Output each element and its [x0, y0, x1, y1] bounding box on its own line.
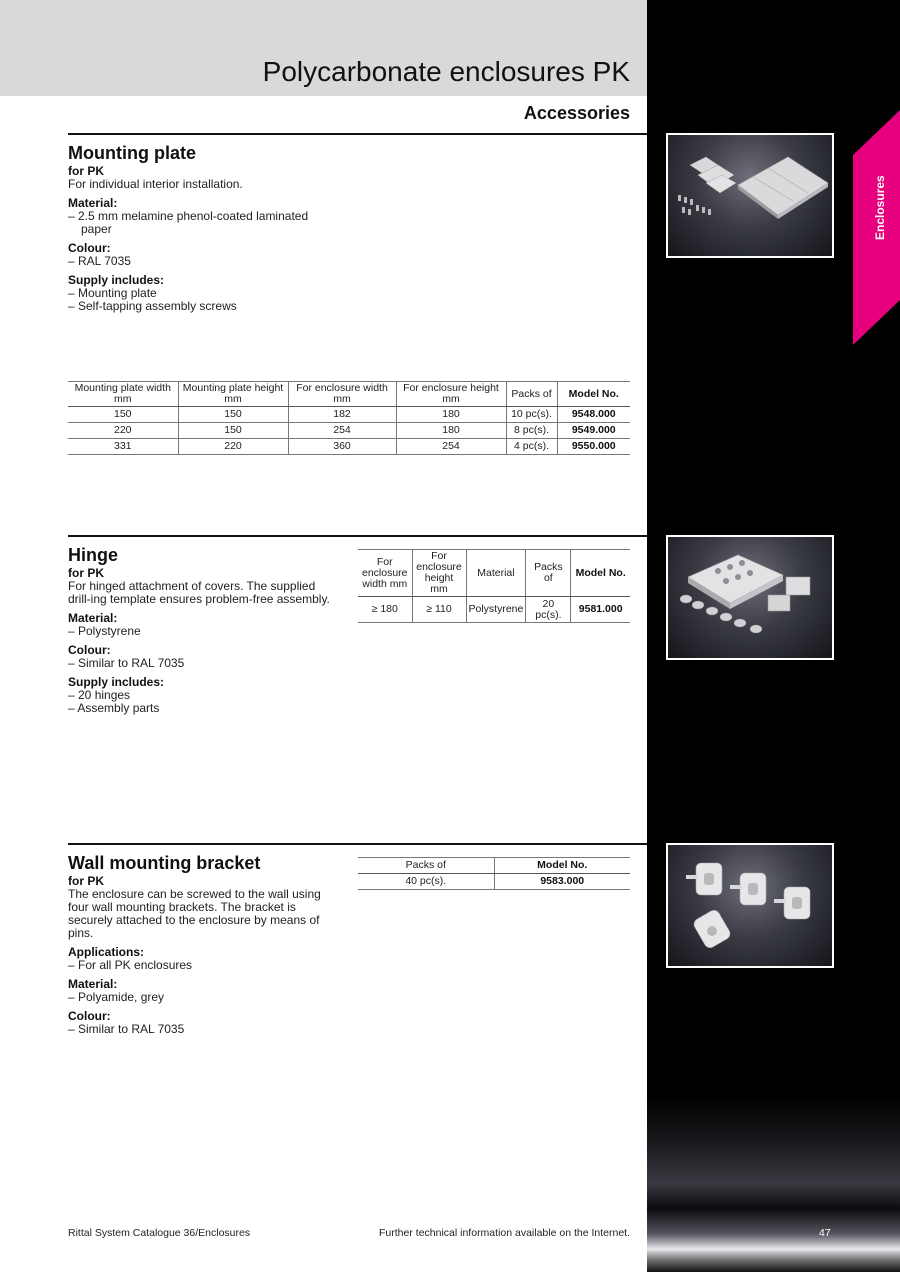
table-cell: 220: [178, 439, 288, 455]
wall-bracket-illustration: [668, 845, 832, 966]
hinge-illustration: [668, 537, 832, 658]
table-cell: ≥ 180: [358, 597, 412, 623]
colour-item: – Similar to RAL 7035: [68, 656, 185, 670]
table-cell: 150: [68, 407, 178, 423]
table-header: For enclosure height mm: [412, 550, 466, 597]
table-cell: 254: [288, 423, 396, 439]
model-number: 9548.000: [557, 407, 630, 423]
material-item: – Polystyrene: [68, 624, 141, 638]
wall-bracket-description-block: [68, 875, 343, 1036]
model-number: 9583.000: [494, 874, 630, 890]
material-item: – 2.5 mm melamine phenol-coated laminated paper: [68, 209, 309, 236]
table-header: Packs of: [506, 382, 557, 407]
table-cell: 220: [68, 423, 178, 439]
description: The enclosure can be screwed to the wall using four wall mounting brackets. The bracket is securely attached to the enclosure by means of pins.: [68, 887, 321, 940]
table-cell: Polystyrene: [466, 597, 526, 623]
page-number: 47: [819, 1227, 831, 1239]
table-header: Mounting plate width mm: [68, 382, 178, 407]
side-tab-label[interactable]: Enclosures: [873, 175, 887, 240]
colour-item: – Similar to RAL 7035: [68, 1022, 185, 1036]
table-header: Packs of: [358, 858, 494, 874]
material-label: Material:: [68, 611, 118, 625]
hinge-table: [358, 549, 630, 623]
table-row: [68, 407, 630, 423]
description: For hinged attachment of covers. The supplied drill-ing template ensures problem-free assembly.: [68, 579, 330, 606]
page-title: Polycarbonate enclosures PK: [262, 56, 630, 87]
mounting-plate-table: [68, 381, 630, 455]
wall-bracket-photo: [666, 843, 834, 968]
mounting-plate-illustration: [668, 135, 832, 256]
table-header: Model No.: [494, 858, 630, 874]
table-cell: 180: [396, 423, 506, 439]
page-subtitle: Accessories: [523, 103, 630, 123]
colour-item: – RAL 7035: [68, 254, 131, 268]
table-cell: 150: [178, 407, 288, 423]
table-row: [358, 874, 630, 890]
table-cell: 254: [396, 439, 506, 455]
supply-label: Supply includes:: [68, 273, 165, 287]
table-row: [358, 597, 630, 623]
table-header: Model No.: [571, 550, 630, 597]
table-header: For enclosure width mm: [358, 550, 412, 597]
hinge-photo: [666, 535, 834, 660]
material-item: – Polyamide, grey: [68, 990, 165, 1004]
table-cell: 182: [288, 407, 396, 423]
section-title-hinge: Hinge: [68, 545, 119, 565]
table-row: [68, 423, 630, 439]
section-title-wall-bracket: Wall mounting bracket: [68, 853, 261, 873]
colour-label: Colour:: [68, 1009, 111, 1023]
table-cell: 150: [178, 423, 288, 439]
section-divider: [68, 535, 647, 537]
table-header: For enclosure width mm: [288, 382, 396, 407]
applications-item: – For all PK enclosures: [68, 958, 193, 972]
table-row: [68, 439, 630, 455]
table-cell: 40 pc(s).: [358, 874, 494, 890]
for-label: for PK: [68, 566, 104, 580]
supply-item: – Assembly parts: [68, 701, 160, 715]
table-cell: 10 pc(s).: [506, 407, 557, 423]
wall-bracket-table: [358, 857, 630, 890]
supply-item: – Mounting plate: [68, 286, 157, 300]
material-label: Material:: [68, 196, 118, 210]
section-divider: [68, 843, 647, 845]
mounting-plate-description-block: [68, 165, 338, 313]
for-label: for PK: [68, 874, 104, 888]
table-cell: 331: [68, 439, 178, 455]
table-header: Packs of: [526, 550, 571, 597]
supply-item: – Self-tapping assembly screws: [68, 299, 237, 313]
section-title-mounting-plate: Mounting plate: [68, 143, 196, 163]
footer-catalogue: Rittal System Catalogue 36/Enclosures: [68, 1227, 251, 1239]
table-header: Mounting plate height mm: [178, 382, 288, 407]
colour-label: Colour:: [68, 643, 111, 657]
material-label: Material:: [68, 977, 118, 991]
colour-label: Colour:: [68, 241, 111, 255]
table-cell: 20 pc(s).: [526, 597, 571, 623]
table-cell: ≥ 110: [412, 597, 466, 623]
supply-label: Supply includes:: [68, 675, 165, 689]
table-header: Model No.: [557, 382, 630, 407]
table-cell: 8 pc(s).: [506, 423, 557, 439]
table-cell: 4 pc(s).: [506, 439, 557, 455]
mounting-plate-photo: [666, 133, 834, 258]
footer-info: Further technical information available on the Internet.: [379, 1227, 630, 1239]
description: For individual interior installation.: [68, 177, 243, 191]
table-cell: 180: [396, 407, 506, 423]
section-divider: [68, 133, 647, 135]
table-header: For enclosure height mm: [396, 382, 506, 407]
table-header: Material: [466, 550, 526, 597]
applications-label: Applications:: [68, 945, 145, 959]
model-number: 9581.000: [571, 597, 630, 623]
supply-item: – 20 hinges: [68, 688, 131, 702]
table-cell: 360: [288, 439, 396, 455]
for-label: for PK: [68, 164, 104, 178]
model-number: 9549.000: [557, 423, 630, 439]
model-number: 9550.000: [557, 439, 630, 455]
hinge-description-block: [68, 567, 340, 715]
